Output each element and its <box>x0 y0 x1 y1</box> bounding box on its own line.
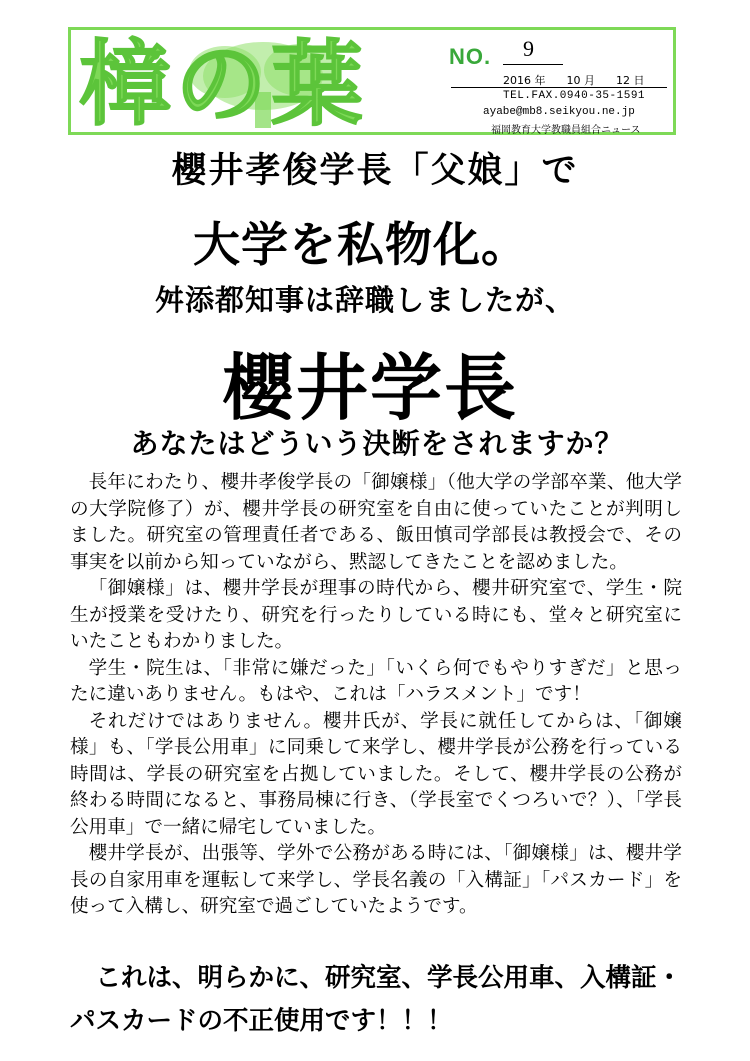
article-body <box>70 470 682 921</box>
headline-3: 舛添都知事は辞職しましたが、 <box>154 283 575 317</box>
tel-fax: TEL.FAX.0940-35-1591 <box>503 90 646 102</box>
issue-date <box>503 72 645 88</box>
headline-1: 櫻井孝俊学長「父娘」で <box>171 151 579 191</box>
date-underline <box>451 87 667 88</box>
masthead <box>68 27 676 135</box>
body-paragraph: 「御嬢様」は、櫻井学長が理事の時代から、櫻井研究室で、学生・院生が授業を受けたり、研究を行ったりしている時にも、堂々と研究室にいたこともわかりました。 <box>70 578 682 652</box>
issue-no-label: NO. <box>449 44 492 69</box>
logo-text: 樟の葉 <box>79 32 368 132</box>
closing-statement: これは、明らかに、研究室、学長公用車、入構証・パスカードの不正使用です！！！ <box>70 963 683 1036</box>
email-address: ayabe@mb8.seikyou.ne.jp <box>483 106 635 118</box>
headline-4: 櫻井学長 <box>221 346 518 430</box>
date-month-unit: 月 <box>584 74 595 87</box>
date-year: 2016 <box>503 74 531 87</box>
body-paragraph: 櫻井学長が、出張等、学外で公務がある時には、「御嬢様」は、櫻井学長の自家用車を運転して来学し、学長名義の「入構証」「パスカード」を使って入構し、研究室で過ごしていたようです。 <box>70 843 682 917</box>
issue-number: 9 <box>523 36 534 61</box>
body-paragraph: それだけではありません。櫻井氏が、学長に就任してからは、「御嬢様」も、「学長公用車」に同乗して来学し、櫻井学長が公務を行っている時間は、学長の研究室を占拠していました。そして、櫻井学長の公務が終わる時間になると、事務局棟に行き、（学長室でくつろいで？）、「学長公用車」で一緒に帰宅していました。 <box>70 710 682 838</box>
date-day: 12 <box>616 74 630 87</box>
date-day-unit: 日 <box>633 74 645 87</box>
tree-logo-icon <box>75 32 435 132</box>
date-month: 10 <box>566 74 581 87</box>
body-paragraph: 長年にわたり、櫻井孝俊学長の「御嬢様」（他大学の学部卒業、他大学の大学院修了）が、櫻井学長の研究室を自由に使っていたことが判明しました。研究室の管理責任者である、飯田慎司学部長は教授会で、その事実を以前から知っていながら、黙認してきたことを認めました。 <box>70 472 682 573</box>
union-name: 福岡教育大学教職員組合ニュース <box>491 125 641 136</box>
issue-number-underline <box>503 64 563 65</box>
masthead-logo <box>75 32 435 132</box>
date-year-unit: 年 <box>534 74 546 87</box>
headline-5: あなたはどういう決断をされますか？ <box>130 427 624 460</box>
headline-2: 大学を私物化。 <box>193 218 529 273</box>
body-paragraph: 学生・院生は、「非常に嫌だった」「いくら何でもやりすぎだ」と思ったに違いありません。もはや、これは「ハラスメント」です！ <box>70 657 682 705</box>
